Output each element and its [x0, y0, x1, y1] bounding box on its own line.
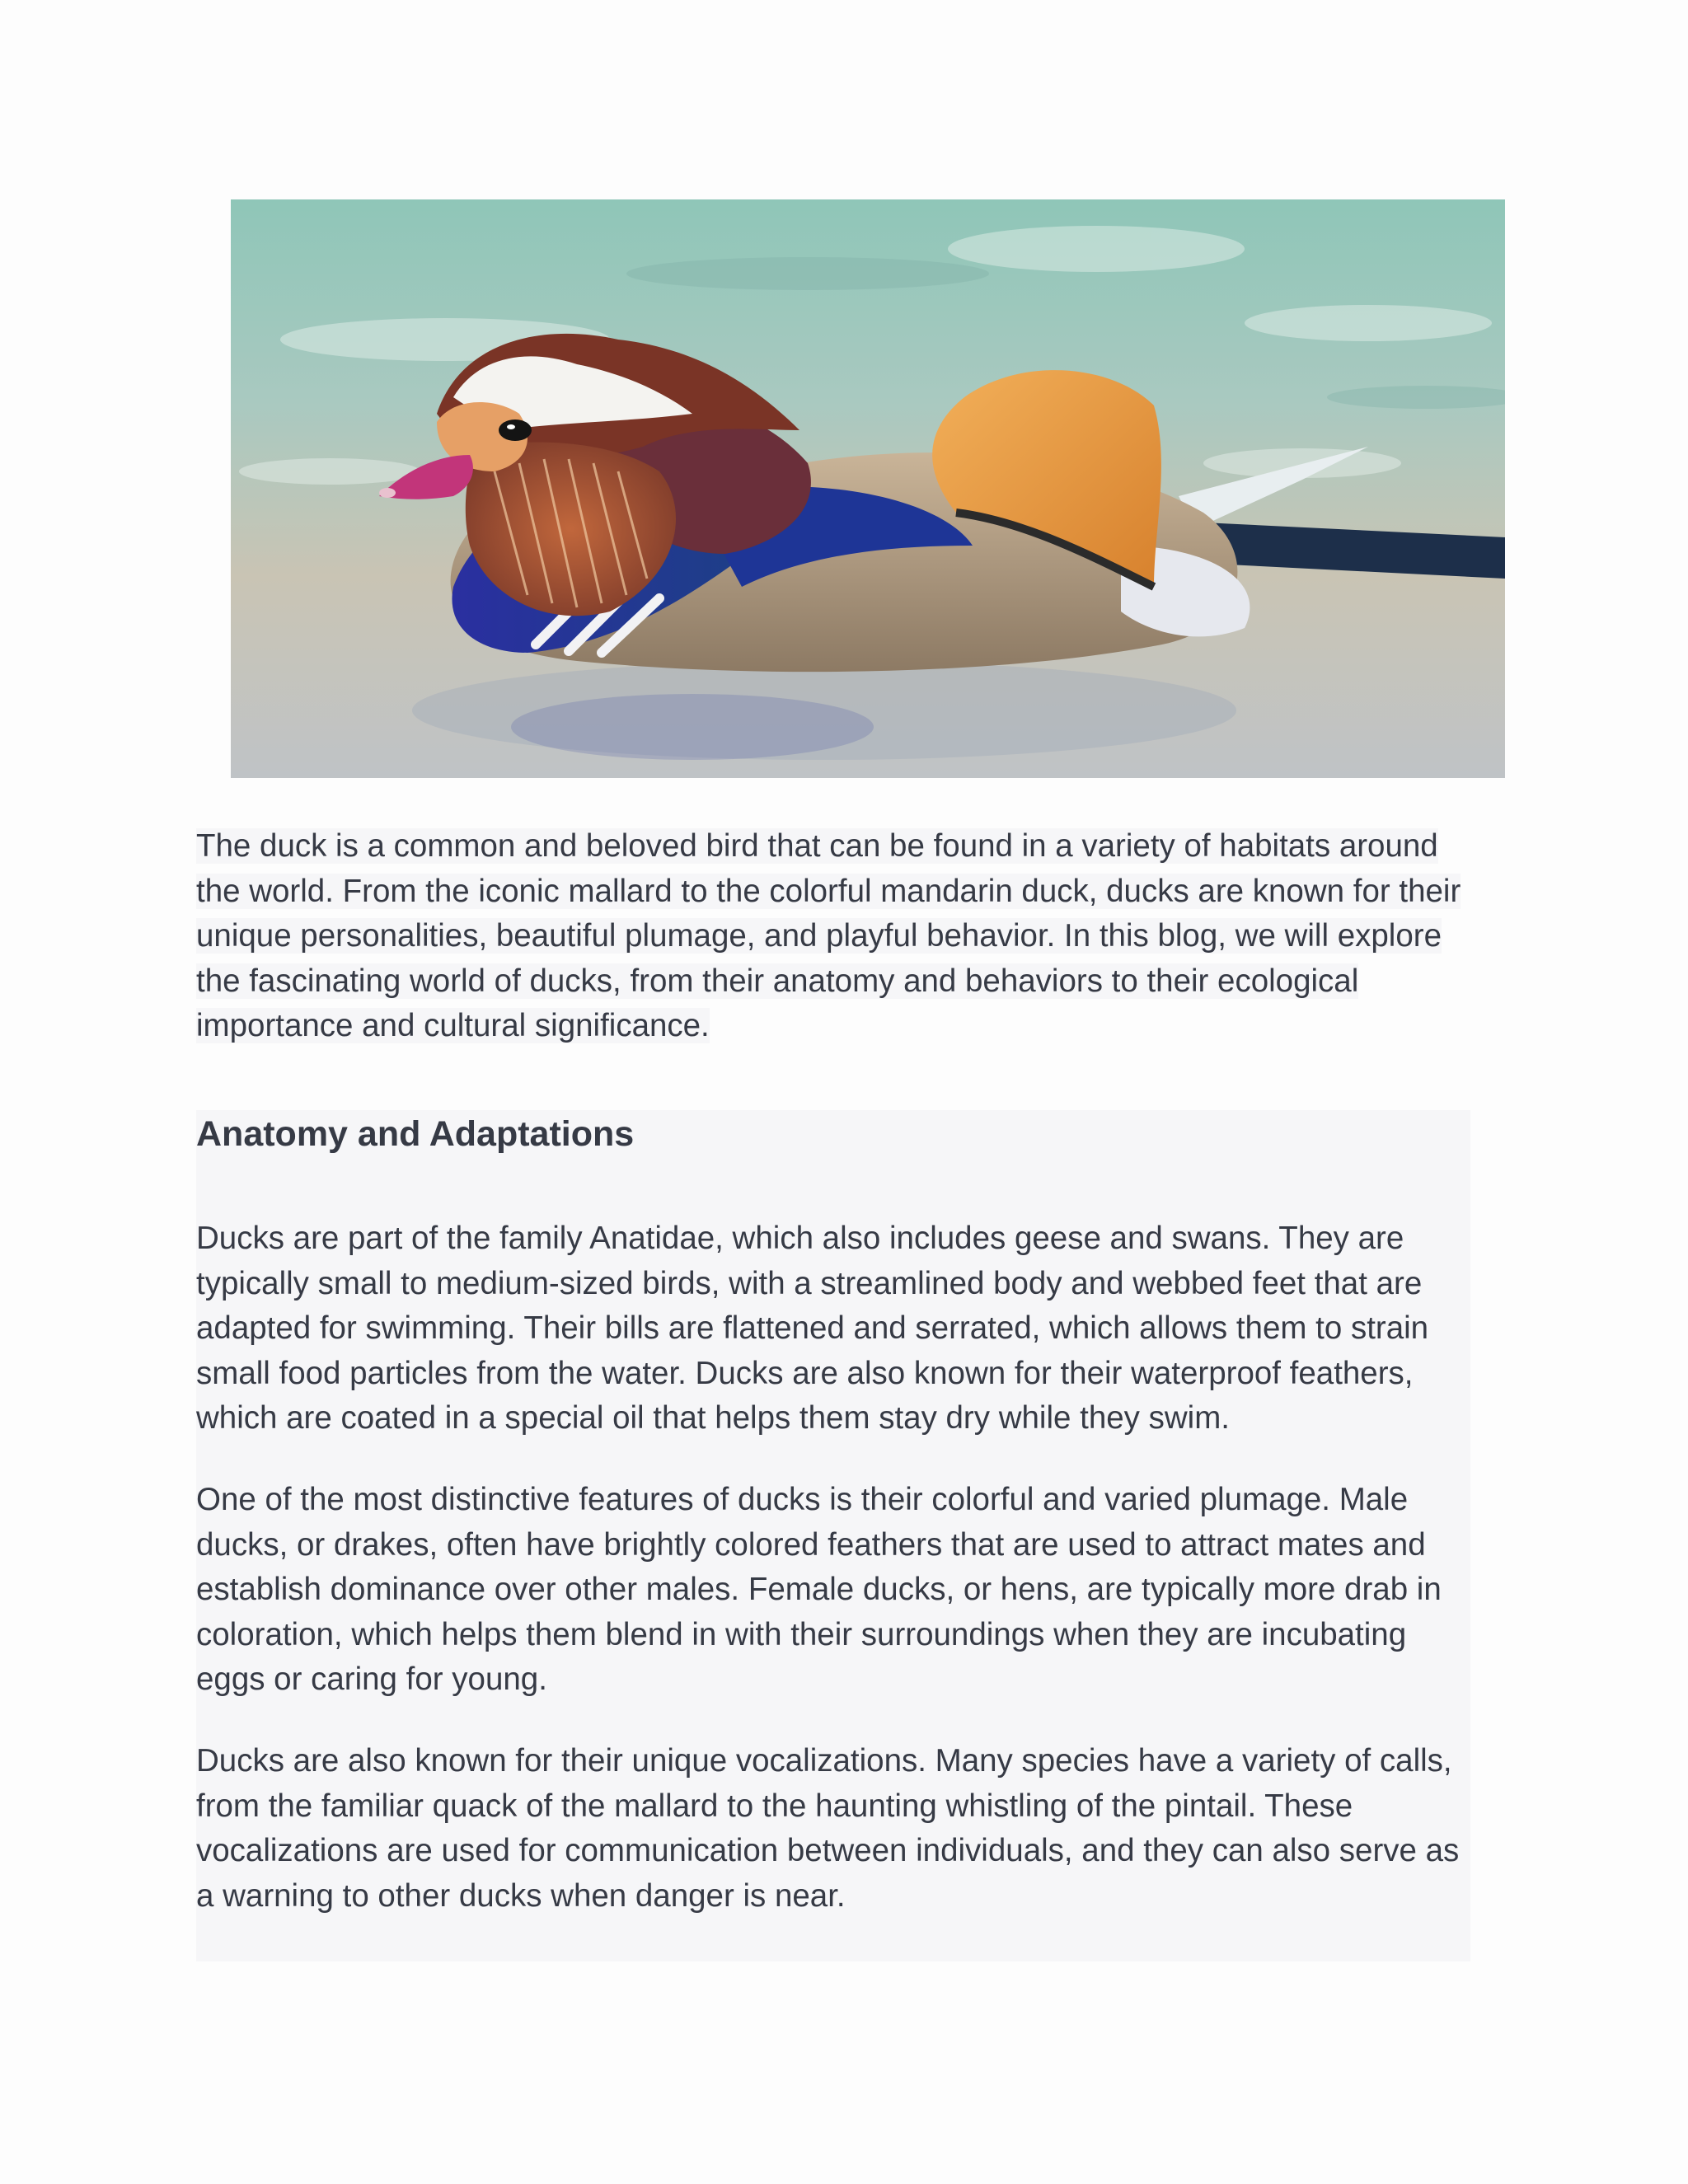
section-paragraph-3: Ducks are also known for their unique vocalizations. Many species have a variety of calls, from the familiar quack of the mallard to the haunting whistling of the pintail. These vocalizations are used for communication between individuals, and they can also serve as a warning to other ducks when danger is near.	[196, 1743, 1460, 1914]
section-paragraph-1: Ducks are part of the family Anatidae, which also includes geese and swans. They are typically small to medium-sized birds, with a streamlined body and webbed feet that are adapted for swimming. Their bills are flattened and serrated, which allows them to strain small food particles from the water. Ducks are also known for their waterproof feathers, which are coated in a special oil that helps them stay dry while they swim.	[196, 1221, 1429, 1436]
mandarin-duck-photo-icon	[231, 199, 1505, 778]
section-heading: Anatomy and Adaptations	[196, 1114, 635, 1154]
intro-paragraph: The duck is a common and beloved bird that can be found in a variety of habitats around the world. From the iconic mallard to the colorful mandarin duck, ducks are known for their unique personalities, beautiful plumage, and playful behavior. In this blog, we will explore the fascinating world of ducks, from their anatomy and behaviors to their ecological importance and cultural significance.	[196, 828, 1461, 1044]
mandarin-duck-image	[231, 199, 1505, 778]
section-paragraph-2: One of the most distinctive features of ducks is their colorful and varied plumage. Male ducks, or drakes, often have brightly colored feathers that are used to attract mates and establish dominance over other males. Female ducks, or hens, are typically more drab in coloration, which helps them blend in with their surroundings when they are incubating eggs or caring for young.	[196, 1482, 1442, 1698]
